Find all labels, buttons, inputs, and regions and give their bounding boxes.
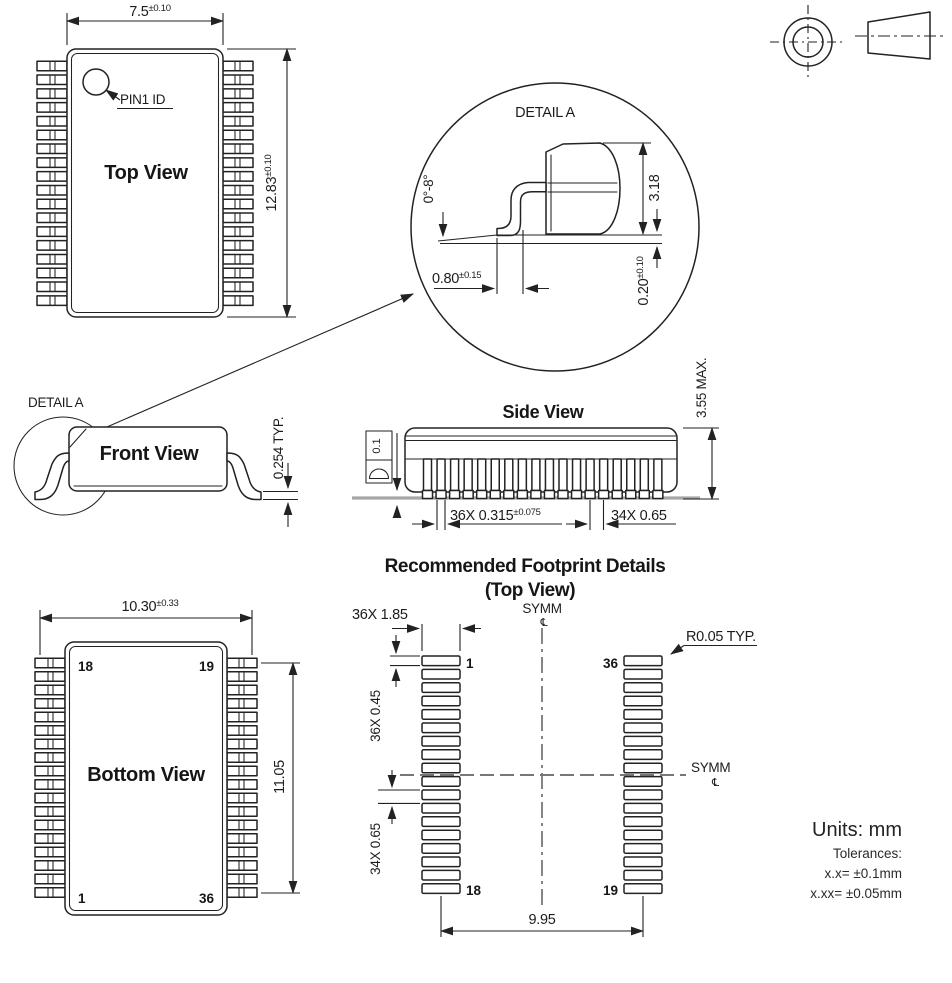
footprint-title-line1: Recommended Footprint Details	[384, 556, 666, 577]
pad-length-text: 36X 1.85	[352, 607, 408, 623]
footprint-pad	[422, 696, 460, 706]
pin	[223, 282, 253, 292]
pin	[223, 172, 253, 182]
side-lead	[478, 459, 486, 491]
side-lead-foot	[531, 491, 541, 499]
side-lead	[640, 459, 648, 491]
side-view	[352, 358, 719, 530]
footprint-pad	[422, 683, 460, 693]
detail-foot-angle-line	[438, 235, 497, 241]
units-note	[810, 819, 902, 901]
side-lead-foot	[423, 491, 433, 499]
pin	[37, 75, 67, 85]
pad-pitch-extensions	[378, 790, 420, 803]
footprint-pad	[624, 803, 662, 813]
footprint-pad	[422, 656, 460, 666]
pin	[37, 254, 67, 264]
pin	[223, 213, 253, 223]
pin	[223, 89, 253, 99]
side-lead-foot	[639, 491, 649, 499]
side-lead	[573, 459, 581, 491]
footprint-pad	[422, 669, 460, 679]
pin	[37, 199, 67, 209]
units-title: Units: mm	[812, 819, 902, 841]
footprint-pad	[422, 803, 460, 813]
footprint-pad	[624, 696, 662, 706]
lead-pitch-extensions	[590, 500, 604, 530]
footprint-pad	[624, 830, 662, 840]
pin	[227, 739, 257, 749]
pad-radius-leader	[671, 646, 757, 655]
side-lead	[600, 459, 608, 491]
side-lead-foot	[450, 491, 460, 499]
pad-radius-text: R0.05 TYP.	[686, 629, 756, 645]
bottom-pin1-label: 1	[78, 891, 86, 906]
max-height-text: 3.55 MAX.	[694, 357, 709, 418]
bottom-pinrow-text: 11.05	[272, 760, 288, 794]
footprint-pad	[422, 830, 460, 840]
footprint-pad	[624, 790, 662, 800]
pin	[37, 296, 67, 306]
pin	[223, 158, 253, 168]
pin	[37, 282, 67, 292]
pin	[227, 672, 257, 682]
side-lead-foot	[463, 491, 473, 499]
front-lead-thickness-extensions	[263, 492, 298, 500]
pin	[223, 75, 253, 85]
pin	[35, 820, 65, 830]
side-lead	[586, 459, 594, 491]
front-lead-thickness-text: 0.254 TYP.	[271, 416, 286, 480]
footprint-pad	[624, 844, 662, 854]
footprint-pad	[624, 870, 662, 880]
flatness-value: 0.1	[371, 438, 383, 454]
footprint-pad	[422, 844, 460, 854]
pin	[35, 658, 65, 668]
pin	[223, 103, 253, 113]
pin	[223, 116, 253, 126]
pin	[35, 699, 65, 709]
detail-standoff-text: $0.20^{\pm 0.10}$	[635, 256, 652, 306]
pin	[37, 103, 67, 113]
side-lead	[424, 459, 432, 491]
pin	[35, 712, 65, 722]
pin	[35, 766, 65, 776]
pin	[37, 89, 67, 99]
bottom-pin19-label: 19	[198, 659, 214, 674]
pad-pitch-text: 34X 0.65	[368, 823, 383, 875]
pin	[227, 888, 257, 898]
side-lead	[505, 459, 513, 491]
side-lead	[518, 459, 526, 491]
top-length-dim-text: $12.83^{\pm 0.10}$	[263, 154, 280, 212]
footprint-pad	[624, 763, 662, 773]
footprint-pad	[624, 884, 662, 894]
pin	[227, 847, 257, 857]
pin	[37, 116, 67, 126]
side-lead	[437, 459, 445, 491]
pin	[227, 780, 257, 790]
pin	[37, 130, 67, 140]
pin	[35, 834, 65, 844]
footprint-pad	[624, 723, 662, 733]
pin	[223, 185, 253, 195]
pin	[35, 888, 65, 898]
pin	[227, 712, 257, 722]
side-lead	[545, 459, 553, 491]
side-lead-foot	[490, 491, 500, 499]
symm-right-centerline-symbol: ℄	[712, 777, 720, 789]
pad-length-extensions	[422, 624, 460, 651]
pin	[227, 685, 257, 695]
projection-cone-symbol	[868, 12, 930, 59]
pin	[35, 672, 65, 682]
footprint-pad	[624, 656, 662, 666]
pin	[37, 227, 67, 237]
seating-plane-symbol	[370, 469, 389, 479]
pin	[35, 780, 65, 790]
pin	[37, 158, 67, 168]
pin	[35, 685, 65, 695]
detail-foot-length-text: $0.80^{\pm 0.15}$	[432, 270, 482, 287]
pin	[227, 874, 257, 884]
footprint-title-line2: (Top View)	[484, 580, 576, 601]
symm-top-centerline-symbol: ℄	[540, 617, 548, 629]
pin	[35, 793, 65, 803]
pin	[223, 296, 253, 306]
bottom-pin36-label: 36	[198, 891, 214, 906]
bottom-span-text: $10.30^{\pm 0.33}$	[121, 598, 179, 615]
side-lead	[559, 459, 567, 491]
symm-top-label: SYMM	[522, 601, 562, 616]
top-width-dim-text: $7.5^{\pm 0.10}$	[129, 3, 171, 20]
pin	[37, 172, 67, 182]
pin	[223, 254, 253, 264]
side-lead	[464, 459, 472, 491]
pin	[223, 61, 253, 71]
side-lead-foot	[504, 491, 514, 499]
side-lead-foot	[585, 491, 595, 499]
footprint-pad	[422, 870, 460, 880]
footprint-pad	[422, 790, 460, 800]
pin	[37, 185, 67, 195]
side-lead	[491, 459, 499, 491]
footprint-pad	[624, 817, 662, 827]
top-view-title: Top View	[104, 162, 188, 184]
lead-pitch-text: 34X 0.65	[611, 508, 667, 524]
footprint-pin18-label: 18	[466, 883, 482, 898]
tolerances-heading: Tolerances:	[832, 846, 902, 861]
footprint-pad	[422, 710, 460, 720]
side-lead-foot	[599, 491, 609, 499]
pin	[227, 658, 257, 668]
pin	[35, 807, 65, 817]
pin	[227, 766, 257, 776]
detail-body-section	[546, 143, 620, 234]
footprint-pad	[422, 723, 460, 733]
side-lead-foot	[558, 491, 568, 499]
top-view	[37, 3, 296, 317]
pin	[223, 241, 253, 251]
footprint-pad	[624, 736, 662, 746]
max-height-extensions	[683, 428, 719, 499]
side-lead-foot	[544, 491, 554, 499]
footprint-pin1-label: 1	[466, 656, 474, 671]
side-lead	[451, 459, 459, 491]
front-view	[14, 395, 298, 527]
footprint-pad	[624, 710, 662, 720]
pin	[227, 793, 257, 803]
footprint-pad	[422, 750, 460, 760]
pin	[35, 726, 65, 736]
detail-angle-text: 0°-8°	[421, 174, 436, 204]
pin	[37, 268, 67, 278]
front-detail-callout: DETAIL A	[28, 395, 84, 410]
footprint-view	[352, 556, 757, 937]
side-lead-foot	[653, 491, 663, 499]
detail-height-text: 3.18	[647, 174, 663, 202]
footprint-pin36-label: 36	[602, 656, 618, 671]
pin	[227, 807, 257, 817]
pin	[35, 739, 65, 749]
pad-width-text: 36X 0.45	[368, 690, 383, 742]
tolerance-2: x.xx= ±0.05mm	[810, 886, 902, 901]
tolerance-1: x.x= ±0.1mm	[824, 866, 902, 881]
pin	[223, 227, 253, 237]
footprint-pad	[624, 683, 662, 693]
pin	[223, 199, 253, 209]
pin	[35, 874, 65, 884]
bottom-view-title: Bottom View	[87, 764, 205, 786]
pin	[37, 241, 67, 251]
bottom-pin18-label: 18	[78, 659, 94, 674]
front-right-lead	[227, 453, 261, 500]
pin	[227, 753, 257, 763]
pin	[227, 820, 257, 830]
side-lead	[613, 459, 621, 491]
footprint-pad	[624, 857, 662, 867]
side-lead-foot	[572, 491, 582, 499]
bottom-view	[35, 598, 300, 915]
footprint-pin19-label: 19	[602, 883, 618, 898]
footprint-pad	[422, 884, 460, 894]
footprint-pad	[422, 817, 460, 827]
footprint-pad	[422, 736, 460, 746]
side-lead-foot	[612, 491, 622, 499]
pad-width-extensions	[390, 656, 420, 666]
front-view-title: Front View	[99, 443, 199, 465]
detail-foot-extension-lines	[497, 230, 523, 294]
pin	[37, 61, 67, 71]
lead-width-text: 36X $0.315^{\pm 0.075}$	[450, 507, 541, 524]
footprint-pad	[422, 777, 460, 787]
pin	[37, 144, 67, 154]
footprint-pad	[422, 763, 460, 773]
footprint-span-text: 9.95	[528, 912, 556, 928]
detail-gull-lead	[497, 183, 546, 236]
projection-symbols	[770, 5, 945, 80]
side-lead-foot	[477, 491, 487, 499]
pin	[227, 699, 257, 709]
pin	[35, 861, 65, 871]
front-left-lead	[35, 453, 69, 500]
footprint-pad	[422, 857, 460, 867]
pin	[227, 726, 257, 736]
footprint-pad	[624, 750, 662, 760]
footprint-pad	[624, 777, 662, 787]
detail-a-title: DETAIL A	[515, 105, 575, 121]
side-lead-foot	[517, 491, 527, 499]
side-lead	[654, 459, 662, 491]
lead-width-extensions	[437, 500, 445, 530]
pin	[223, 130, 253, 140]
footprint-pad	[624, 669, 662, 679]
pin	[223, 144, 253, 154]
pin	[35, 753, 65, 763]
pin	[223, 268, 253, 278]
side-lead	[627, 459, 635, 491]
side-view-title: Side View	[502, 402, 584, 422]
pin	[35, 847, 65, 857]
side-lead-foot	[436, 491, 446, 499]
symm-right-label: SYMM	[691, 760, 731, 775]
pin	[37, 213, 67, 223]
side-lead-foot	[626, 491, 636, 499]
pin1-id-label: PIN1 ID	[120, 92, 166, 107]
side-lead	[532, 459, 540, 491]
pin	[227, 861, 257, 871]
pin	[227, 834, 257, 844]
